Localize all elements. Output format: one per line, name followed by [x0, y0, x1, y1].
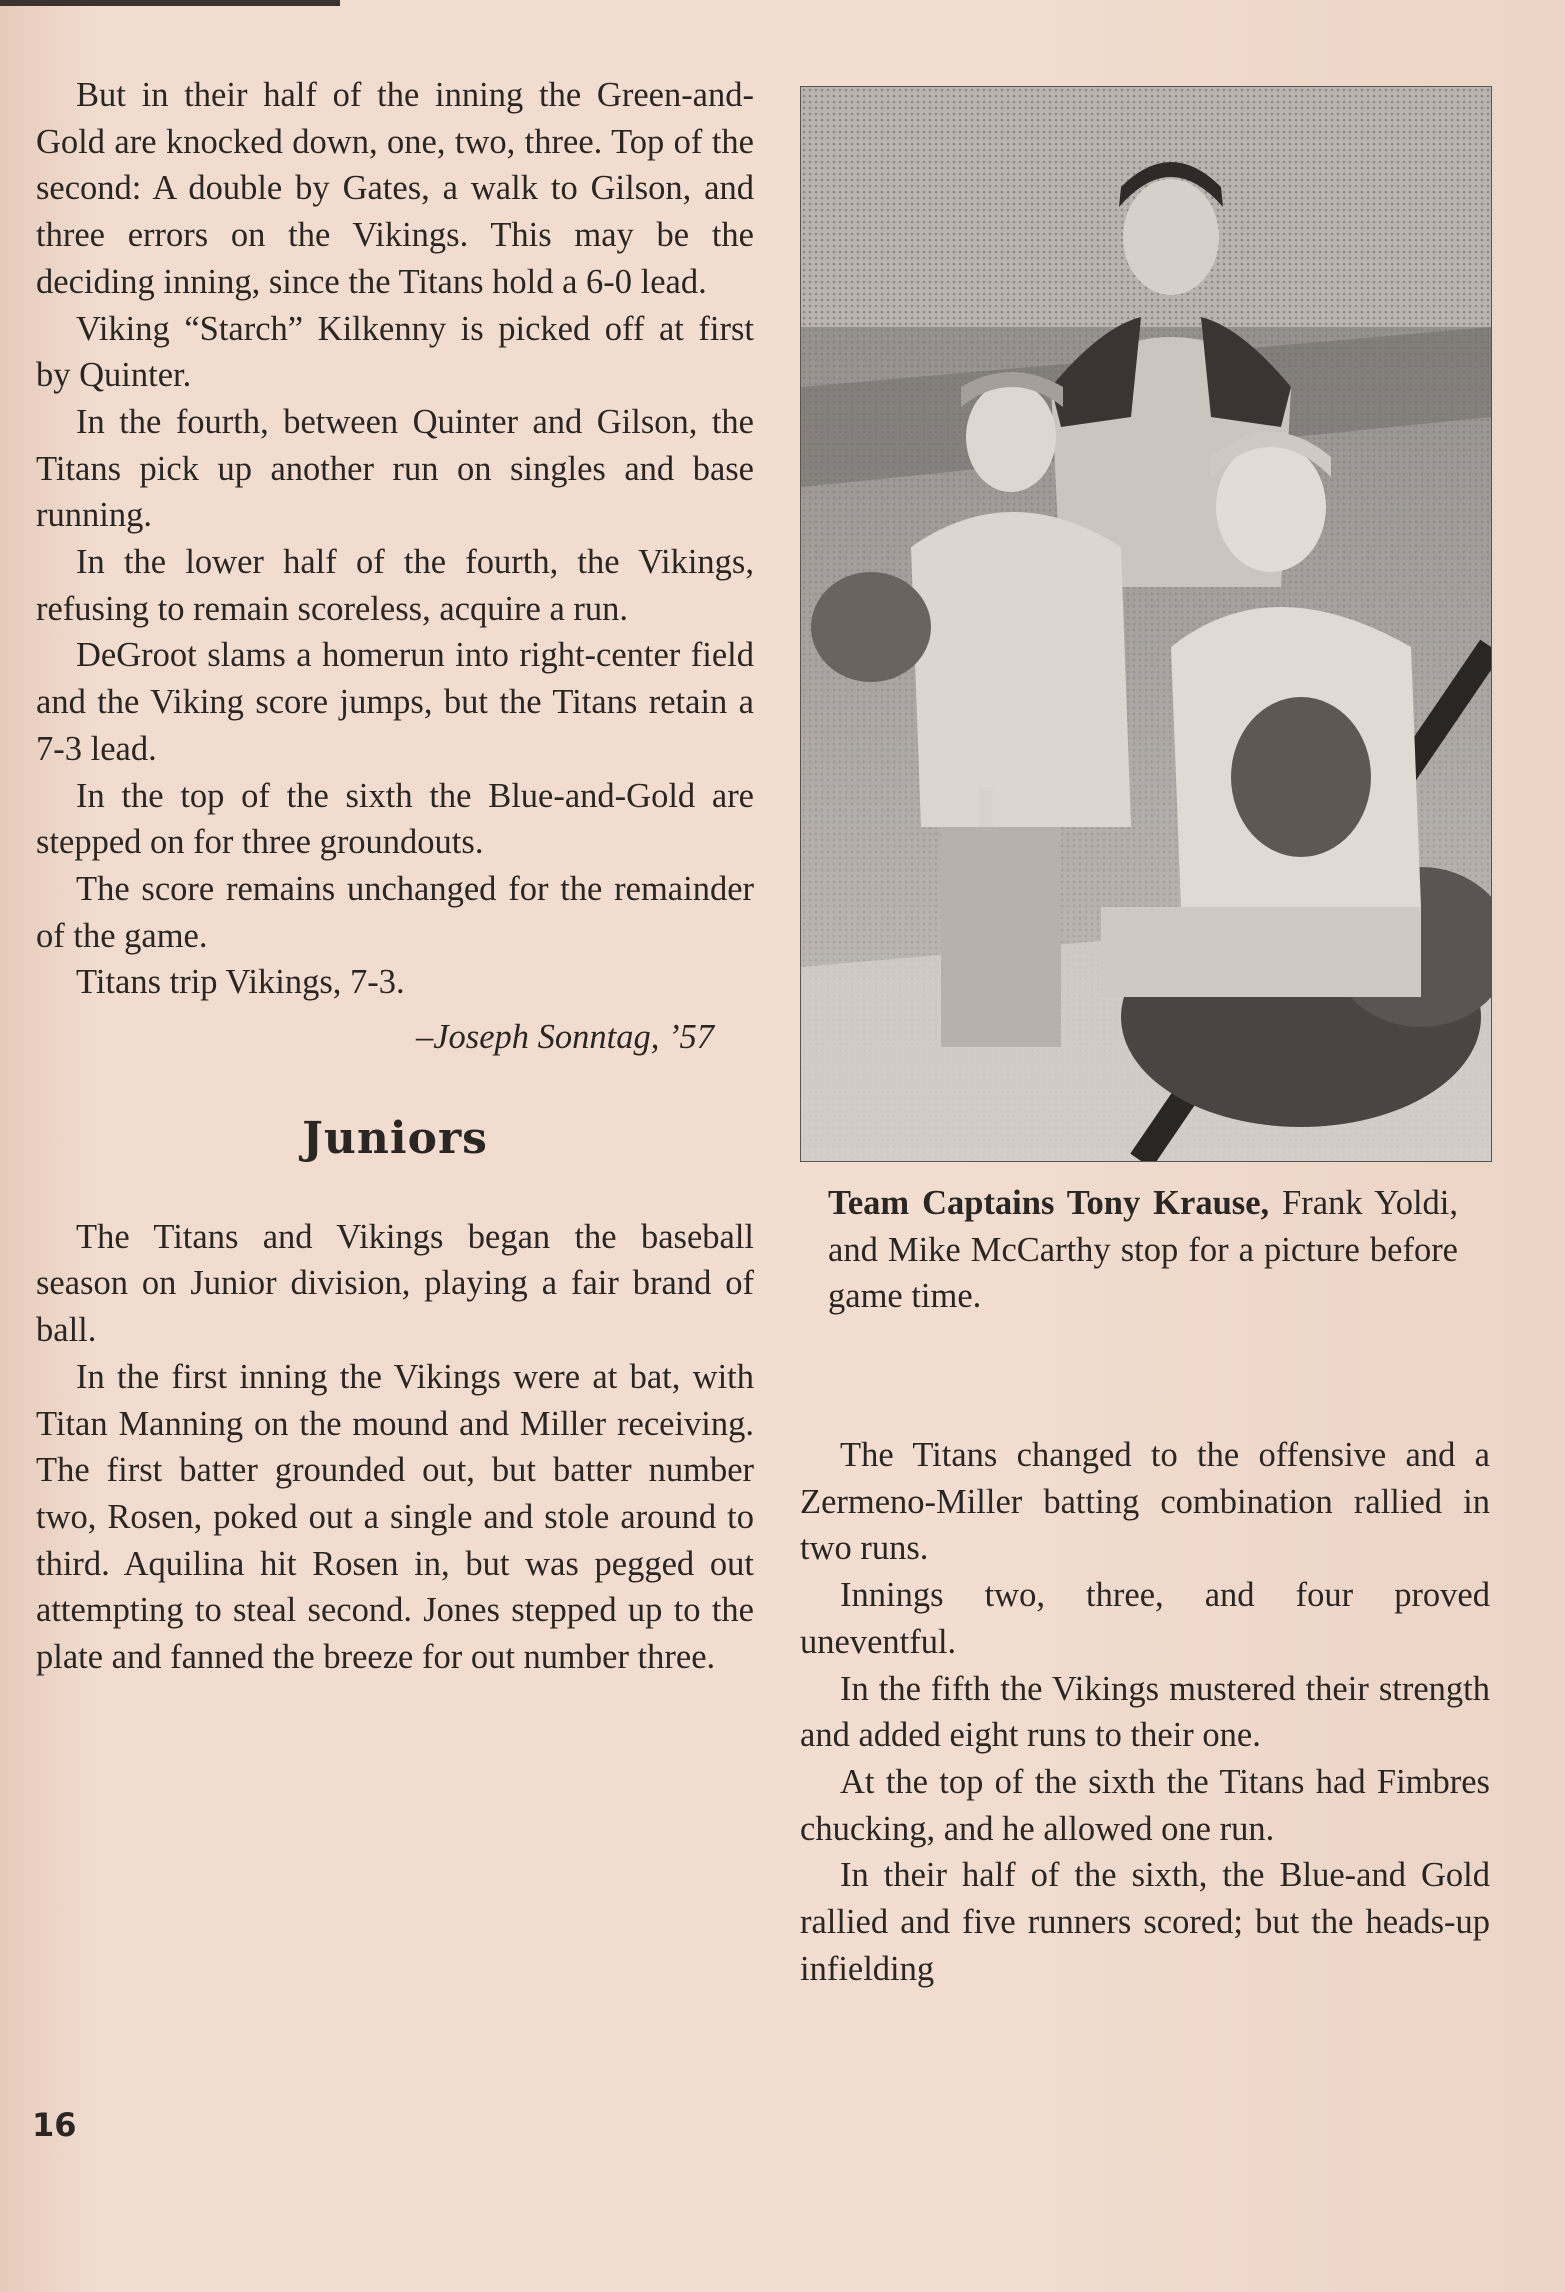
page-number: 16	[32, 2106, 77, 2144]
article-paragraph: In the top of the sixth the Blue-and-Gold are stepped on for three groundouts.	[36, 776, 754, 862]
article-paragraph: Viking “Starch” Kilkenny is picked off at first by Quinter.	[36, 309, 754, 395]
article-paragraph: DeGroot slams a homerun into right-center field and the Viking score jumps, but the Titans retain a 7-3 lead.	[36, 636, 754, 768]
article-paragraph: The Titans and Vikings began the baseball season on Junior division, playing a fair brand of ball.	[36, 1217, 754, 1350]
article-paragraph: Innings two, three, and four proved uneventful.	[800, 1576, 1490, 1661]
article-paragraph: The Titans changed to the offensive and a Zermeno-Miller batting combination rallied in two runs.	[800, 1436, 1490, 1568]
photo-caption	[828, 1180, 1458, 1320]
article-paragraph: In the lower half of the fourth, the Vikings, refusing to remain scoreless, acquire a run.	[36, 543, 754, 628]
team-captains-photo	[800, 86, 1492, 1162]
caption-text: Frank Yoldi, and Mike McCarthy stop for a picture before game time.	[828, 1184, 1459, 1316]
caption-lead: Team Captains Tony Krause,	[828, 1184, 1270, 1222]
author-signature: –Joseph Sonntag, ’57	[415, 1018, 714, 1057]
top-rule-divider	[0, 0, 340, 6]
article-paragraph: At the top of the sixth the Titans had Fimbres chucking, and he allowed one run.	[800, 1762, 1490, 1848]
section-heading-juniors: Juniors	[302, 1112, 488, 1164]
article-paragraph: In their half of the sixth, the Blue-and Gold rallied and five runners scored; but the heads-up infielding	[800, 1856, 1490, 1988]
article-paragraph: The score remains unchanged for the remainder of the game.	[36, 869, 754, 955]
article-paragraph: In the fourth, between Quinter and Gilson, the Titans pick up another run on singles and base running.	[36, 402, 754, 535]
right-column	[800, 1432, 1490, 1992]
article-paragraph: Titans trip Vikings, 7-3.	[76, 963, 405, 1002]
article-paragraph: In the first inning the Vikings were at bat, with Titan Manning on the mound and Miller receiving. The first batter grounded out, but batter number two, Rosen, poked out a single and stole around to third. Aquilina hit Rosen in, but was pegged out attempting to steal second. Jones stepped up to the plate and fanned the breeze for out number three.	[36, 1357, 754, 1677]
article-paragraph: But in their half of the inning the Green-and-Gold are knocked down, one, two, three. Top of the second: A double by Gates, a walk to Gilson, and three errors on the Vikings. This may be the deciding inning, since the Titans hold a 6-0 lead.	[36, 76, 754, 301]
article-paragraph: In the fifth the Vikings mustered their strength and added eight runs to their one.	[800, 1669, 1490, 1755]
left-column	[36, 72, 754, 1681]
baseball-players-photo-illustration	[801, 87, 1491, 1161]
